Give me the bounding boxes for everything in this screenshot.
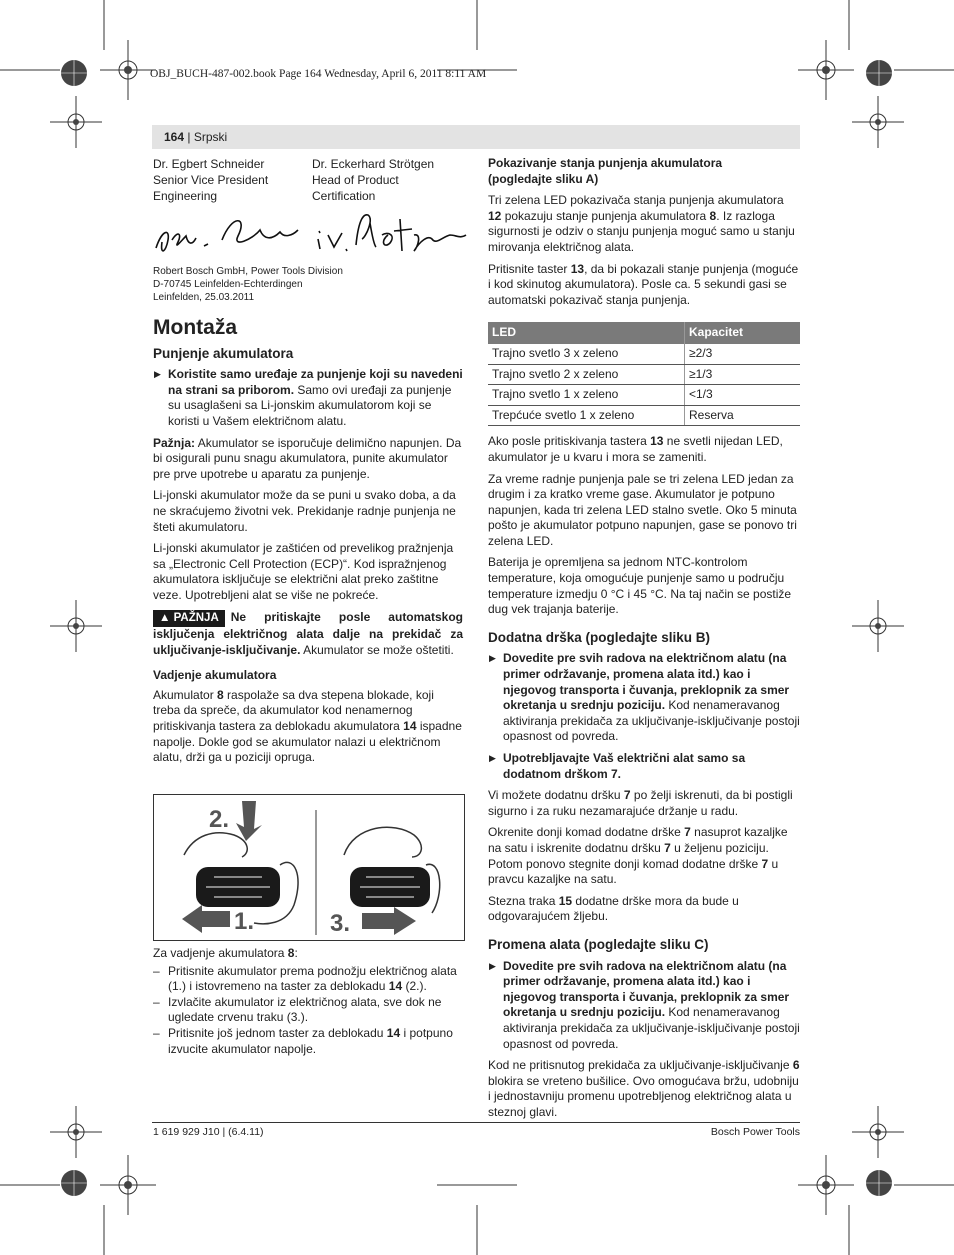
print-meta-line: OBJ_BUCH-487-002.book Page 164 Wednesday, April 6, 2011 8:11 AM bbox=[150, 68, 487, 80]
warning-label: PAŽNJA bbox=[173, 611, 219, 624]
section-title: Montaža bbox=[153, 316, 237, 339]
step-3-text-a: Pritisnite još jednom taster za deblokadu bbox=[168, 1025, 387, 1040]
signer-1-title: Senior Vice President bbox=[153, 173, 269, 187]
no-led-text-b: ne svetli nijedan LED, akumulator je u kvaru i mora se zameniti. bbox=[488, 434, 783, 464]
para-clamp-band bbox=[488, 894, 800, 925]
led-ref-8: 8 bbox=[709, 208, 717, 223]
heading-led-line1: Pokazivanje stanja punjenja akumulatora bbox=[488, 156, 723, 170]
signature-1 bbox=[152, 210, 302, 260]
footer-rule bbox=[152, 1122, 800, 1123]
press-text-b: , da bi pokazali stanje punjenja (moguće i kod skinutog akumulatora). Posle ca. 5 sekundi gasi se automatski pokazivač stanja punjenja. bbox=[488, 261, 799, 307]
table-row bbox=[488, 364, 800, 385]
grip-adjust-ref-1: 7 bbox=[684, 825, 691, 840]
step-3-label: 3. bbox=[330, 910, 351, 937]
page-header bbox=[152, 125, 800, 149]
para-removal bbox=[153, 688, 463, 766]
no-led-ref-13: 13 bbox=[650, 434, 664, 449]
grip-safety-bold: Dovedite pre svih radova na električnom alatu (na primer održavanje, promena alata itd.) kao i njegovog transporta i čuvanja, preklopnik za smer okretanja u srednju poziciju. bbox=[503, 651, 790, 713]
bullet-grip-use bbox=[488, 751, 800, 782]
step-1-item bbox=[153, 964, 463, 995]
arrow-down-icon bbox=[236, 801, 262, 841]
table-cell-led: Trajno svetlo 2 x zeleno bbox=[488, 364, 685, 385]
para-press-button bbox=[488, 262, 800, 309]
grip-rotate-text-a: Vi možete dodatnu dršku bbox=[488, 788, 624, 803]
step-2-label: 2. bbox=[209, 806, 230, 833]
signer-1-name: Dr. Egbert Schneider bbox=[153, 157, 265, 171]
page-number: 164 bbox=[164, 130, 185, 144]
table-header-led: LED bbox=[488, 322, 685, 344]
subsection-removal: Vadjenje akumulatora bbox=[153, 668, 277, 683]
led-text-c: . Iz razloga sigurnosti je odziv o stanju punjenja moguć samo u stanju mirovanja električnog alata. bbox=[488, 208, 795, 254]
led-capacity-table bbox=[488, 322, 800, 426]
para-ecp: Li-jonski akumulator je zaštićen od prevelikog pražnjenja sa „Electronic Cell Protection (ECP)“. Kod ispražnjenog akumulatora isključuje se električni alat preko zaštitne veze. Upotrebljeni alat se više ne pokreće. bbox=[153, 541, 454, 602]
company-line-2: D-70745 Leinfelden-Echterdingen bbox=[153, 279, 303, 290]
table-row bbox=[488, 385, 800, 406]
grip-rotate-ref: 7 bbox=[623, 788, 631, 803]
removal-intro-colon: : bbox=[294, 946, 298, 960]
removal-text-b: raspolaže sa dva stepena blokade, koji treba da spreče, da akumulator kod nenamernog pritiskivanja tastera za deblokadu akumulatora bbox=[153, 687, 434, 734]
para-charging-leds: Za vreme radnje punjenja pale se tri zelena LED jedan za drugim i za kratko vreme gase. Akumulator je potpuno napunjen, kada tri zelena LED stalno svetle. Oko 5 minuta pošto je akumulator potpuno napunjen, gase se ponovo tri zelena LED. bbox=[488, 471, 797, 548]
signer-2-dept: Certification bbox=[312, 189, 376, 203]
grip-use-bold: Upotrebljavajte Vaš električni alat samo sa dodatnom drškom 7. bbox=[503, 751, 746, 781]
bullet-chargers-bold: Koristite samo uređaje za punjenje koji su navedeni na strani sa priborom. bbox=[168, 367, 463, 397]
signer-1 bbox=[153, 156, 313, 204]
table-cell-capacity: ≥1/3 bbox=[685, 364, 801, 385]
bullet-grip-safety bbox=[488, 651, 800, 745]
heading-led-line2: (pogledajte sliku A) bbox=[488, 171, 599, 186]
led-text-b: pokazuju stanje punjenja akumulatora bbox=[501, 208, 710, 223]
table-cell-capacity: Reserva bbox=[685, 405, 801, 426]
step-1-text-a: Pritisnite akumulator prema podnožju električnog alata (1.) i istovremeno na taster za deblokadu bbox=[168, 963, 457, 994]
step-1-ref: 14 bbox=[388, 979, 403, 994]
table-cell-led: Trajno svetlo 3 x zeleno bbox=[488, 344, 685, 364]
led-text-a: Tri zelena LED pokazivača stanja punjenja akumulatora bbox=[488, 193, 784, 208]
arrow-left-icon bbox=[182, 905, 230, 933]
para-no-led bbox=[488, 434, 800, 465]
spindle-ref-6: 6 bbox=[792, 1058, 800, 1073]
table-cell-capacity: ≥2/3 bbox=[685, 344, 801, 364]
signer-2-title: Head of Product bbox=[312, 173, 399, 187]
battery-removal-figure bbox=[153, 794, 465, 941]
left-column-bottom bbox=[153, 946, 463, 1057]
subsection-charging: Punjenje akumulatora bbox=[153, 345, 294, 361]
signer-1-dept: Engineering bbox=[153, 189, 218, 203]
no-led-text-a: Ako posle pritiskivanja tastera bbox=[488, 434, 651, 449]
para-removal-intro bbox=[153, 946, 463, 962]
table-cell-led: Trepćuće svetlo 1 x zeleno bbox=[488, 405, 685, 426]
para-spindle-lock bbox=[488, 1058, 800, 1120]
table-cell-led: Trajno svetlo 1 x zeleno bbox=[488, 385, 685, 406]
figure-illustration bbox=[154, 795, 464, 940]
table-header-capacity: Kapacitet bbox=[685, 322, 801, 344]
removal-text-a: Akumulator bbox=[153, 687, 218, 702]
removal-ref-14: 14 bbox=[403, 719, 417, 734]
step-1-text-b: (2.). bbox=[402, 979, 427, 994]
para-grip-rotate bbox=[488, 788, 800, 819]
grip-safety-text: Kod nenameravanog aktiviranja prekidača za uključivanje-isključivanje postoji opasnost od povreda. bbox=[503, 698, 800, 744]
spindle-text-a: Kod ne pritisnutog prekidača za uključivanje-isključivanje bbox=[488, 1058, 793, 1073]
bullet-chargers-text: Samo ovi uređaji za punjenje su usaglašeni sa Li-jonskim akumulatorom koji se koristi u Vašem električnom alatu. bbox=[168, 382, 452, 428]
step-3-text-b: i potpuno izvucite akumulator napolje. bbox=[168, 1025, 453, 1056]
heading-led bbox=[488, 156, 800, 187]
company-address bbox=[153, 265, 343, 304]
table-row bbox=[488, 344, 800, 364]
step-2-item: – Izvlačite akumulator iz električnog alata, sve dok ne ugledate crvenu traku (3.). bbox=[153, 995, 463, 1026]
table-cell-capacity: <1/3 bbox=[685, 385, 801, 406]
attention-label: Pažnja: bbox=[153, 435, 196, 450]
header-separator: | bbox=[184, 130, 194, 144]
clamp-text-b: dodatne drške mora da bude u odgovarajućem žljebu. bbox=[488, 893, 739, 924]
removal-intro-text: Za vadjenje akumulatora bbox=[153, 946, 288, 960]
right-column bbox=[488, 156, 800, 1126]
tool-safety-bold: Dovedite pre svih radova na električnom alatu (na primer održavanje, promena alata itd.) kao i njegovog transporta i čuvanja, preklopnik za smer okretanja u srednju poziciju. bbox=[503, 958, 790, 1020]
attention-text: Akumulator se isporučuje delimično napunjen. Da bi osigurali punu snagu akumulatora, punite akumulator pre prve upotrebe u aparatu za punjenje. bbox=[153, 435, 462, 481]
clamp-text-a: Stezna traka bbox=[488, 893, 559, 908]
para-attention bbox=[153, 436, 463, 483]
warning-text: Akumulator se može oštetiti. bbox=[300, 642, 454, 657]
grip-adjust-text-b: nasuprot kazaljke na satu i iskrenite dodatnu dršku bbox=[488, 825, 788, 855]
removal-text-c: ispadne napolje. Dokle god se akumulator nalazi u električnom alatu, drži ga u poziciji opruga. bbox=[153, 719, 462, 765]
table-row bbox=[488, 405, 800, 426]
footer-doc-number: 1 619 929 J10 | (6.4.11) bbox=[153, 1126, 264, 1138]
warning-bold: Ne pritiskajte posle automatskog isključenja električnog alata dalje na prekidač za uključivanje-isključivanje. bbox=[153, 609, 463, 657]
step-3-item bbox=[153, 1026, 463, 1057]
step-3-ref: 14 bbox=[386, 1025, 401, 1040]
warning-badge bbox=[153, 610, 225, 628]
step-1-label: 1. bbox=[234, 908, 255, 935]
removal-intro-ref: 8 bbox=[287, 946, 295, 960]
signer-2-name: Dr. Eckerhard Strötgen bbox=[312, 157, 435, 171]
grip-adjust-text-d: u pravcu kazaljke na satu. bbox=[488, 856, 779, 887]
grip-rotate-text-b: po želji iskrenuti, da bi postigli sigurno i za ruku nezamarajuće držanje u radu. bbox=[488, 788, 793, 818]
grip-adjust-text-a: Okrenite donji komad dodatne drške bbox=[488, 825, 685, 840]
grip-adjust-text-c: u željenu poziciju. Potom ponovo stegnite donji komad dodatne drške bbox=[488, 840, 769, 871]
heading-aux-handle: Dodatna drška (pogledajte sliku B) bbox=[488, 629, 711, 645]
press-text-a: Pritisnite taster bbox=[488, 261, 571, 276]
para-ntc: Baterija je opremljena sa jednom NTC-kontrolom temperature, koja omogućuje punjenje samo u području temperature izmedju 0 °C i 45 °C. Na taj način se postiže dug vek trajanja baterije. bbox=[488, 555, 792, 617]
company-line-3: Leinfelden, 25.03.2011 bbox=[153, 292, 255, 303]
warning-block bbox=[153, 610, 463, 659]
removal-ref-8: 8 bbox=[217, 687, 224, 702]
grip-adjust-ref-3: 7 bbox=[761, 856, 769, 871]
para-grip-adjust bbox=[488, 825, 800, 887]
battery-right-icon bbox=[344, 827, 440, 913]
warning-triangle-icon: ▲ bbox=[159, 611, 171, 624]
tool-safety-text: Kod nenameravanog aktiviranja prekidača za uključivanje-isključivanje postoji opasnost od povreda. bbox=[503, 1005, 800, 1051]
bullet-chargers bbox=[153, 367, 463, 429]
arrow-right-icon bbox=[362, 907, 416, 935]
para-liion-charge: Li-jonski akumulator može da se puni u svako doba, a da ne skraćujemo životni vek. Prekidanje radnje punjenja ne šteti akumulatoru. bbox=[153, 488, 456, 534]
header-section: Srpski bbox=[193, 130, 228, 144]
heading-tool-change: Promena alata (pogledajte sliku C) bbox=[488, 936, 709, 952]
led-ref-12: 12 bbox=[488, 208, 502, 223]
company-line-1: Robert Bosch GmbH, Power Tools Division bbox=[153, 266, 343, 277]
para-led-indicators bbox=[488, 193, 800, 255]
spindle-text-b: blokira se vreteno bušilice. Ovo omogućava bržu, udobniju i jednostavniju promenu upotrebljenog električnog alata u steznoj glavi. bbox=[488, 1073, 799, 1119]
grip-adjust-ref-2: 7 bbox=[664, 840, 671, 855]
table-header-row bbox=[488, 322, 800, 344]
bullet-tool-safety bbox=[488, 959, 800, 1053]
signer-2 bbox=[312, 156, 477, 204]
footer-brand: Bosch Power Tools bbox=[710, 1126, 800, 1138]
left-column bbox=[153, 316, 463, 772]
signature-2 bbox=[310, 205, 470, 260]
press-ref-13: 13 bbox=[570, 261, 585, 276]
clamp-ref-15: 15 bbox=[558, 893, 573, 908]
